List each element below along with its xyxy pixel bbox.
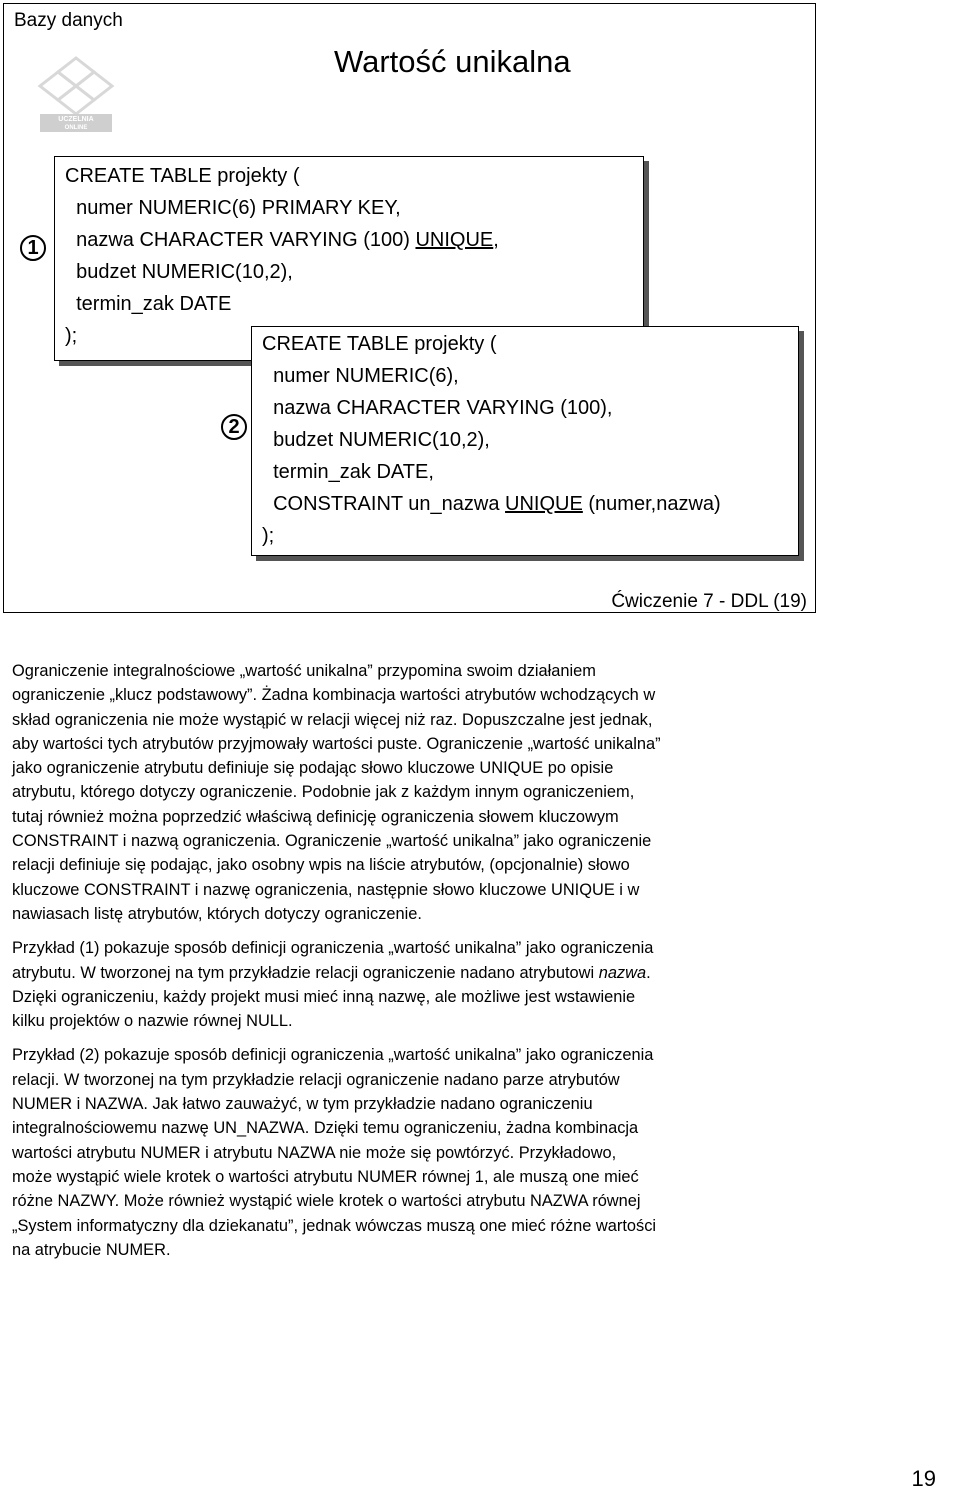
code-line (262, 493, 721, 516)
code-line: budzet NUMERIC(10,2), (262, 429, 490, 451)
code-line: ); (65, 325, 78, 347)
italic-attribute-name: nazwa (598, 963, 647, 982)
svg-text:ONLINE: ONLINE (64, 125, 88, 131)
code-example-2 (251, 326, 799, 556)
code-line: budzet NUMERIC(10,2), (65, 261, 293, 283)
text-line: Przykład (2) pokazuje sposób definicji ograniczenia „wartość unikalna” jako ograniczenia (12, 1046, 654, 1065)
text-line: Przykład (1) pokazuje sposób definicji ograniczenia „wartość unikalna” jako ograniczenia (12, 939, 654, 958)
text-line (12, 961, 942, 985)
text-line: na atrybucie NUMER. (12, 1240, 171, 1259)
text-segment: atrybutu. W tworzonej na tym przykładzie relacji ograniczenie nadano atrybutowi (12, 963, 599, 982)
text-line: wartości atrybutu NUMER i atrybutu NAZWA nie może się powtórzyć. Przykładowo, (12, 1143, 617, 1162)
code-line: termin_zak DATE, (262, 461, 434, 483)
text-line: tutaj również można poprzedzić właściwą definicję ograniczenia słowem kluczowym (12, 807, 619, 826)
unique-keyword: UNIQUE (415, 229, 494, 251)
text-line: integralnościowemu nazwę UN_NAZWA. Dzięki temu ograniczeniu, żadna kombinacja (12, 1119, 639, 1138)
code-line (65, 229, 499, 252)
slide-title: Wartość unikalna (334, 44, 571, 79)
text-line: skład ograniczenia nie może wystąpić w relacji więcej niż raz. Dopuszczalne jest jednak, (12, 710, 653, 729)
code-text: CONSTRAINT un_nazwa (262, 493, 506, 515)
text-line: różne NAZWY. Może również wystąpić wiele krotek o wartości atrybutu NAZWA równej (12, 1192, 641, 1211)
example-2-marker: 2 (221, 414, 247, 440)
text-line: kilku projektów o nazwie równej NULL. (12, 1012, 293, 1031)
code-line: termin_zak DATE (65, 293, 232, 315)
code-line: ); (262, 525, 275, 547)
code-text: (numer,nazwa) (582, 493, 721, 515)
text-line: aby wartości tych atrybutów przyjmowały wartości puste. Ograniczenie „wartość unikalna” (12, 734, 661, 753)
text-line: nawiasach listę atrybutów, których dotyczy ograniczenie. (12, 904, 422, 923)
text-line: jako ograniczenie atrybutu definiuje się podając słowo kluczowe UNIQUE po opisie (12, 759, 614, 778)
text-line: „System informatyczny dla dziekanatu”, jednak wówczas muszą one mieć różne wartości (12, 1216, 657, 1235)
text-line: CONSTRAINT i nazwą ograniczenia. Ograniczenie „wartość unikalna” jako ograniczenie (12, 832, 652, 851)
svg-text:UCZELNIA: UCZELNIA (58, 116, 94, 123)
text-line: Ograniczenie integralnościowe „wartość unikalna” przypomina swoim działaniem (12, 662, 596, 680)
code-line: CREATE TABLE projekty ( (65, 165, 300, 187)
example-1-marker: 1 (20, 235, 46, 261)
text-line: Dzięki ograniczeniu, każdy projekt musi mieć inną nazwę, ale możliwe jest wstawienie (12, 987, 636, 1006)
uczelnia-online-logo (36, 54, 116, 134)
code-line: numer NUMERIC(6) PRIMARY KEY, (65, 197, 401, 219)
unique-keyword: UNIQUE (505, 493, 583, 515)
slide-frame (3, 3, 816, 613)
text-line: relacji. W tworzonej na tym przykładzie relacji ograniczenie nadano parze atrybutów (12, 1070, 620, 1089)
paragraph-1 (12, 659, 942, 926)
code-text: nazwa CHARACTER VARYING (100) (65, 229, 416, 251)
course-header: Bazy danych (14, 10, 123, 31)
text-line: ograniczenie „klucz podstawowy”. Żadna kombinacja wartości atrybutów wchodzących w (12, 686, 656, 705)
text-line: może wystąpić wiele krotek o wartości atrybutu NUMER równej 1, ale muszą one mieć (12, 1167, 639, 1186)
text-line: NUMER i NAZWA. Jak łatwo zauważyć, w tym przykładzie nadano ograniczeniu (12, 1095, 593, 1114)
code-line: nazwa CHARACTER VARYING (100), (262, 397, 613, 419)
text-line: atrybutu, którego dotyczy ograniczenie. Podobnie jak z każdym innym ograniczeniem, (12, 783, 635, 802)
code-text: , (493, 229, 499, 251)
paragraph-2 (12, 936, 942, 1033)
code-line: numer NUMERIC(6), (262, 365, 459, 387)
slide-footer: Ćwiczenie 7 - DDL (19) (611, 591, 807, 612)
text-line: kluczowe CONSTRAINT i nazwę ograniczenia, następnie słowo kluczowe UNIQUE i w (12, 880, 640, 899)
explanation-text (12, 659, 942, 1272)
text-line: relacji definiuje się podając, jako osobny wpis na liście atrybutów, (opcjonalnie) słowo (12, 856, 630, 875)
page-number: 19 (911, 1466, 936, 1491)
paragraph-3 (12, 1043, 942, 1262)
text-segment: . (646, 963, 651, 982)
code-line: CREATE TABLE projekty ( (262, 333, 497, 355)
